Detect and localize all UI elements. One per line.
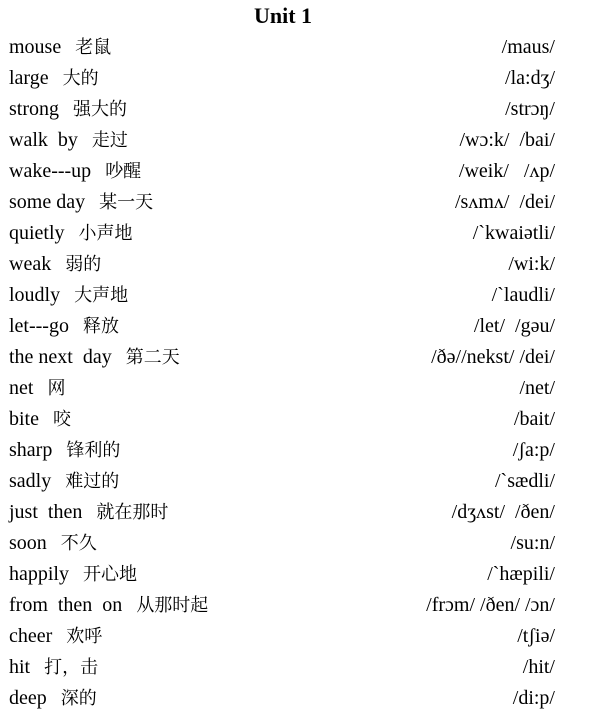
vocab-row bbox=[0, 404, 603, 435]
vocab-word bbox=[9, 32, 111, 63]
phonetic-transcription: /frɔm/ /ðen/ /ɔn/ bbox=[426, 594, 555, 616]
english-word: sharp bbox=[9, 439, 53, 461]
english-word: cheer bbox=[9, 625, 53, 647]
phonetic-transcription: /bait/ bbox=[513, 408, 555, 430]
page-title: Unit 1 bbox=[253, 3, 313, 28]
phonetic-transcription: /su:n/ bbox=[510, 532, 555, 554]
vocab-word bbox=[9, 621, 102, 652]
chinese-meaning: 深的 bbox=[60, 688, 97, 709]
vocab-word bbox=[9, 683, 97, 714]
vocab-word bbox=[9, 311, 119, 342]
phonetic-transcription: /ˋsædli/ bbox=[494, 470, 555, 492]
vocab-word bbox=[9, 63, 99, 94]
vocab-row bbox=[0, 466, 603, 497]
vocab-row bbox=[0, 621, 603, 652]
phonetic-transcription: /ðə//nekst/ /dei/ bbox=[431, 346, 555, 368]
vocab-row bbox=[0, 435, 603, 466]
vocab-row bbox=[0, 249, 603, 280]
phonetic-transcription: /hit/ bbox=[522, 656, 555, 678]
vocab-row bbox=[0, 652, 603, 683]
english-word: just then bbox=[9, 501, 83, 523]
phonetic-transcription: /let/ /gəu/ bbox=[473, 315, 555, 337]
vocab-row bbox=[0, 528, 603, 559]
chinese-meaning: 不久 bbox=[60, 533, 97, 554]
chinese-meaning: 欢呼 bbox=[66, 626, 103, 647]
chinese-meaning: 某一天 bbox=[99, 192, 154, 213]
phonetic-transcription: /sʌmʌ/ /dei/ bbox=[455, 191, 555, 213]
vocab-row bbox=[0, 125, 603, 156]
vocab-row bbox=[0, 311, 603, 342]
vocab-word bbox=[9, 249, 101, 280]
english-word: large bbox=[9, 67, 49, 89]
vocab-word bbox=[9, 187, 153, 218]
english-word: the next day bbox=[9, 346, 112, 368]
chinese-meaning: 第二天 bbox=[125, 347, 180, 368]
vocab-word bbox=[9, 435, 120, 466]
phonetic-transcription: /ˋlaudli/ bbox=[491, 284, 555, 306]
english-word: weak bbox=[9, 253, 52, 275]
chinese-meaning: 弱的 bbox=[65, 254, 102, 275]
phonetic-transcription: /dʒʌst/ /ðen/ bbox=[451, 501, 555, 523]
english-word: quietly bbox=[9, 222, 65, 244]
english-word: let---go bbox=[9, 315, 69, 337]
vocab-row bbox=[0, 94, 603, 125]
chinese-meaning: 打，击 bbox=[44, 657, 99, 678]
english-word: walk by bbox=[9, 129, 78, 151]
phonetic-transcription: /strɔŋ/ bbox=[505, 98, 555, 120]
vocab-row bbox=[0, 187, 603, 218]
phonetic-transcription: /ʃa:p/ bbox=[512, 439, 555, 461]
vocab-word bbox=[9, 373, 65, 404]
chinese-meaning: 强大的 bbox=[73, 99, 127, 120]
vocab-word bbox=[9, 652, 98, 683]
vocab-row bbox=[0, 63, 603, 94]
vocab-word bbox=[9, 590, 208, 621]
chinese-meaning: 大声地 bbox=[74, 285, 129, 306]
vocab-row bbox=[0, 156, 603, 187]
chinese-meaning: 就在那时 bbox=[96, 502, 169, 523]
phonetic-transcription: /weik/ /ʌp/ bbox=[458, 160, 555, 182]
phonetic-transcription: /wɔ:k/ /bai/ bbox=[459, 129, 555, 151]
english-word: wake---up bbox=[9, 160, 92, 182]
chinese-meaning: 释放 bbox=[82, 316, 119, 337]
chinese-meaning: 走过 bbox=[91, 130, 128, 151]
vocab-word bbox=[9, 528, 97, 559]
english-word: loudly bbox=[9, 284, 61, 306]
vocab-row bbox=[0, 218, 603, 249]
english-word: net bbox=[9, 377, 34, 399]
chinese-meaning: 从那时起 bbox=[136, 595, 209, 616]
vocab-word bbox=[9, 218, 133, 249]
english-word: from then on bbox=[9, 594, 123, 616]
english-word: hit bbox=[9, 656, 31, 678]
vocab-word bbox=[9, 497, 168, 528]
vocab-row bbox=[0, 373, 603, 404]
english-word: bite bbox=[9, 408, 39, 430]
vocabulary-list bbox=[0, 32, 603, 714]
vocab-word bbox=[9, 342, 180, 373]
english-word: deep bbox=[9, 687, 47, 709]
vocab-row bbox=[0, 280, 603, 311]
english-word: soon bbox=[9, 532, 47, 554]
chinese-meaning: 网 bbox=[47, 378, 66, 399]
vocab-row bbox=[0, 497, 603, 528]
phonetic-transcription: /ˋkwaiətli/ bbox=[472, 222, 555, 244]
phonetic-transcription: /di:p/ bbox=[512, 687, 555, 709]
phonetic-transcription: /wi:k/ bbox=[508, 253, 555, 275]
vocab-word bbox=[9, 156, 141, 187]
phonetic-transcription: /maus/ bbox=[501, 36, 555, 58]
vocab-word bbox=[9, 280, 128, 311]
vocab-word bbox=[9, 125, 128, 156]
phonetic-transcription: /net/ bbox=[519, 377, 555, 399]
chinese-meaning: 大的 bbox=[62, 68, 99, 89]
english-word: mouse bbox=[9, 36, 62, 58]
vocab-row bbox=[0, 683, 603, 714]
english-word: sadly bbox=[9, 470, 52, 492]
chinese-meaning: 小声地 bbox=[78, 223, 133, 244]
english-word: strong bbox=[9, 98, 59, 120]
chinese-meaning: 咬 bbox=[53, 409, 71, 430]
vocab-word bbox=[9, 466, 119, 497]
vocab-row bbox=[0, 32, 603, 63]
chinese-meaning: 锋利的 bbox=[66, 440, 121, 461]
chinese-meaning: 难过的 bbox=[65, 471, 120, 492]
english-word: happily bbox=[9, 563, 69, 585]
vocab-word bbox=[9, 94, 127, 125]
vocab-word bbox=[9, 559, 137, 590]
phonetic-transcription: /ˋhæpili/ bbox=[487, 563, 555, 585]
vocab-word bbox=[9, 404, 71, 435]
english-word: some day bbox=[9, 191, 86, 213]
chinese-meaning: 老鼠 bbox=[75, 37, 112, 58]
phonetic-transcription: /la:dʒ/ bbox=[505, 67, 555, 89]
vocab-row bbox=[0, 342, 603, 373]
phonetic-transcription: /tʃiə/ bbox=[517, 625, 555, 647]
vocab-row bbox=[0, 559, 603, 590]
chinese-meaning: 开心地 bbox=[83, 564, 137, 585]
vocab-row bbox=[0, 590, 603, 621]
chinese-meaning: 吵醒 bbox=[105, 161, 142, 182]
